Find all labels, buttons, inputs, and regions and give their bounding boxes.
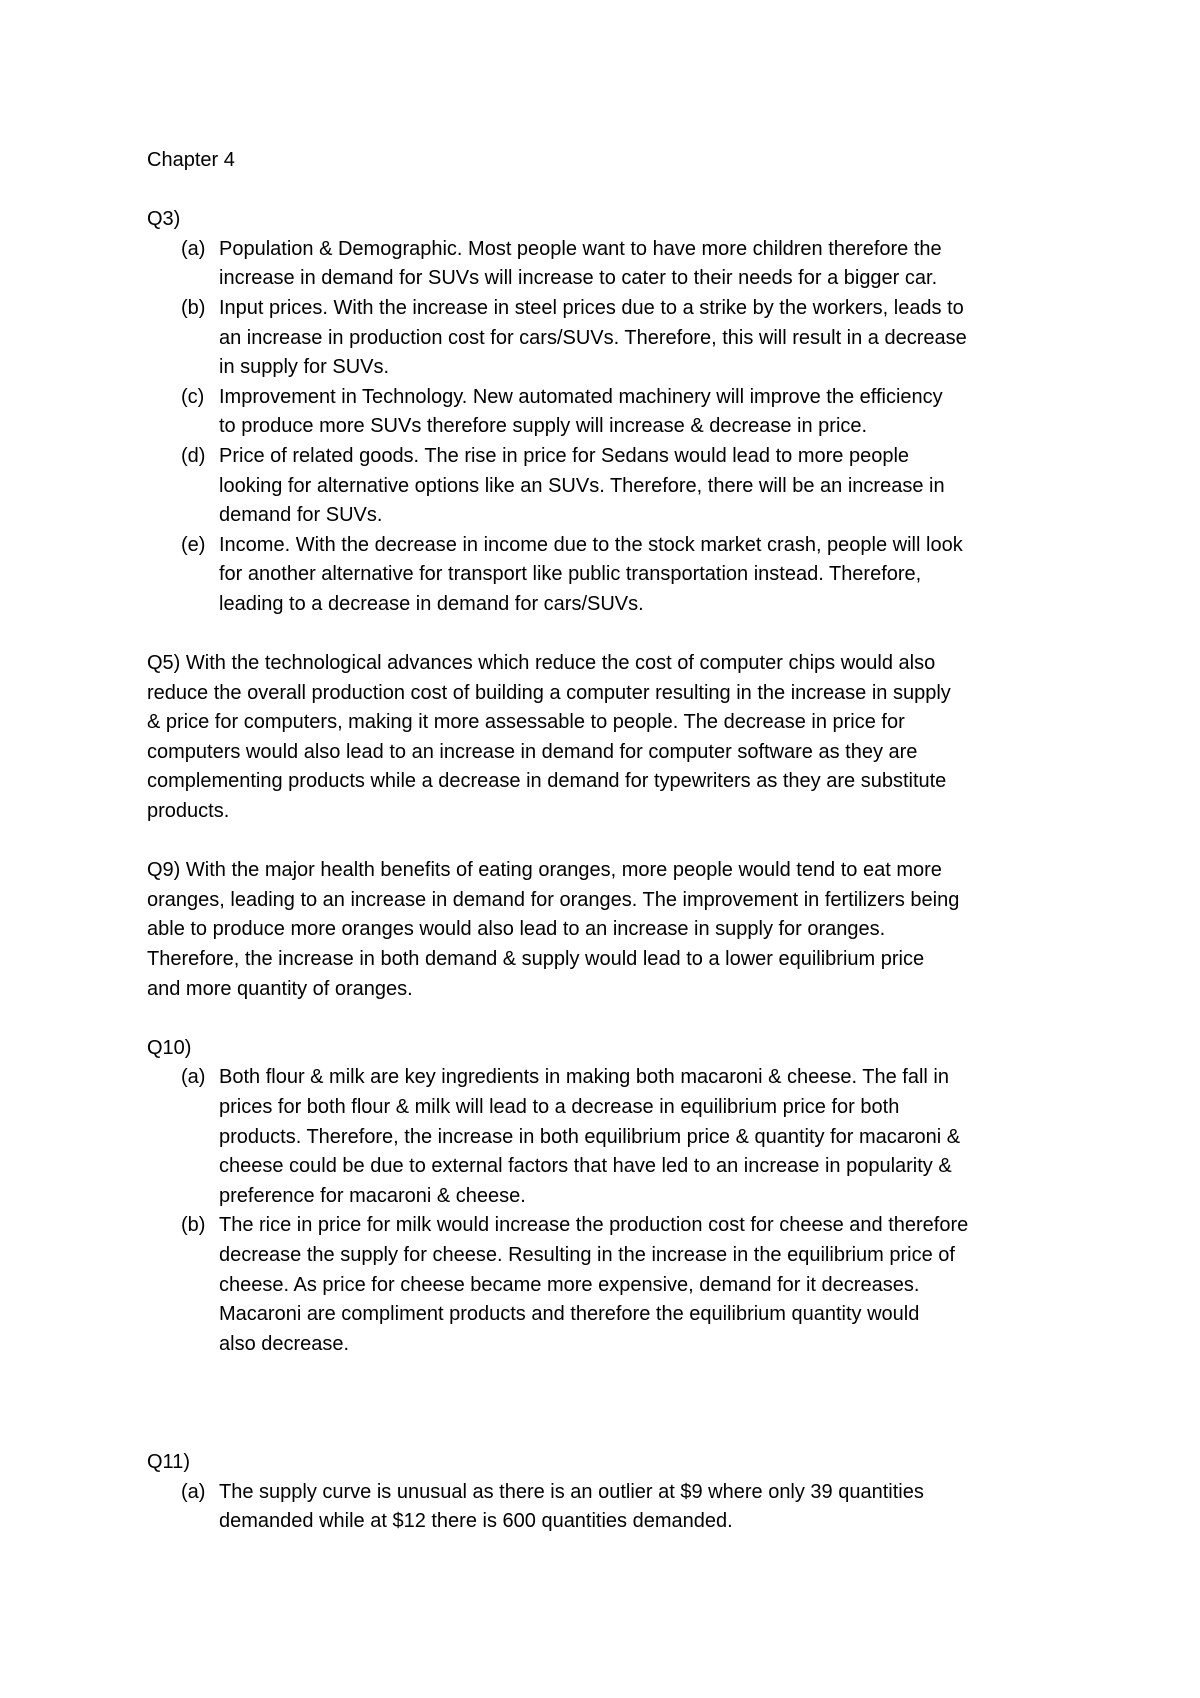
- question-label: Q10): [147, 1036, 192, 1059]
- answer-item-q10-a: [147, 1063, 1077, 1211]
- item-line: leading to a decrease in demand for cars/SUVs.: [219, 592, 644, 615]
- spacer: [147, 620, 1077, 650]
- item-line: Price of related goods. The rise in price for Sedans would lead to more people: [219, 444, 910, 467]
- item-line: cheese could be due to external factors that have led to an increase in popularity &: [219, 1155, 952, 1178]
- paragraph-line: & price for computers, making it more assessable to people. The decrease in price for: [147, 711, 905, 734]
- question-q11: [147, 1448, 1077, 1537]
- item-line: Population & Demographic. Most people want to have more children therefore the: [219, 237, 942, 260]
- paragraph-line: Q9) With the major health benefits of eating oranges, more people would tend to eat more: [147, 859, 942, 882]
- item-marker: (a): [181, 1066, 206, 1089]
- spacer: [147, 1359, 1077, 1448]
- item-line: for another alternative for transport like public transportation instead. Therefore,: [219, 563, 922, 586]
- item-line: looking for alternative options like an SUVs. Therefore, there will be an increase in: [219, 474, 945, 497]
- item-line: also decrease.: [219, 1332, 350, 1355]
- answer-item-q3-b: [147, 294, 1077, 383]
- answer-item-q3-c: [147, 383, 1077, 442]
- answer-item-q3-e: [147, 531, 1077, 620]
- paragraph-line: Therefore, the increase in both demand & supply would lead to a lower equilibrium price: [147, 948, 925, 971]
- question-q10: [147, 1034, 1077, 1360]
- item-line: demand for SUVs.: [219, 504, 383, 527]
- question-q9: [147, 856, 1077, 1004]
- question-q5: [147, 649, 1077, 827]
- paragraph-line: Q5) With the technological advances which reduce the cost of computer chips would also: [147, 652, 936, 675]
- item-line: Both flour & milk are key ingredients in making both macaroni & cheese. The fall in: [219, 1066, 949, 1089]
- chapter-title: Chapter 4: [147, 149, 235, 171]
- paragraph-line: oranges, leading to an increase in demand for oranges. The improvement in fertilizers being: [147, 888, 960, 911]
- item-line: cheese. As price for cheese became more expensive, demand for it decreases.: [219, 1273, 920, 1296]
- paragraph-line: complementing products while a decrease in demand for typewriters as they are substitute: [147, 770, 947, 793]
- item-line: Income. With the decrease in income due to the stock market crash, people will look: [219, 533, 963, 556]
- item-marker: (b): [181, 296, 206, 319]
- item-marker: (d): [181, 444, 206, 467]
- spacer: [147, 1004, 1077, 1034]
- answer-item-q3-d: [147, 442, 1077, 531]
- item-marker: (b): [181, 1214, 206, 1237]
- item-line: products. Therefore, the increase in both equilibrium price & quantity for macaroni &: [219, 1125, 961, 1148]
- question-label: Q11): [147, 1451, 190, 1474]
- item-line: increase in demand for SUVs will increase to cater to their needs for a bigger car.: [219, 267, 938, 290]
- item-line: in supply for SUVs.: [219, 356, 390, 379]
- question-label: Q3): [147, 208, 181, 231]
- item-marker: (e): [181, 533, 206, 556]
- answer-item-q11-a: [147, 1478, 1077, 1537]
- item-line: decrease the supply for cheese. Resulting in the increase in the equilibrium price of: [219, 1243, 955, 1266]
- item-line: to produce more SUVs therefore supply will increase & decrease in price.: [219, 415, 868, 438]
- paragraph-line: products.: [147, 800, 230, 823]
- item-line: prices for both flour & milk will lead to a decrease in equilibrium price for both: [219, 1096, 900, 1118]
- paragraph-line: able to produce more oranges would also lead to an increase in supply for oranges.: [147, 918, 886, 941]
- item-marker: (a): [181, 1480, 206, 1503]
- answer-item-q10-b: [147, 1211, 1077, 1359]
- item-line: an increase in production cost for cars/SUVs. Therefore, this will result in a decrease: [219, 326, 967, 349]
- paragraph-line: computers would also lead to an increase in demand for computer software as they are: [147, 740, 918, 763]
- answer-item-q3-a: [147, 235, 1077, 294]
- item-line: The rice in price for milk would increase the production cost for cheese and therefore: [219, 1214, 969, 1237]
- document-page: [147, 146, 1077, 1537]
- paragraph-line: and more quantity of oranges.: [147, 977, 413, 1000]
- item-line: preference for macaroni & cheese.: [219, 1184, 526, 1207]
- item-line: Macaroni are compliment products and therefore the equilibrium quantity would: [219, 1303, 920, 1326]
- item-line: demanded while at $12 there is 600 quantities demanded.: [219, 1510, 733, 1533]
- item-marker: (a): [181, 237, 206, 260]
- question-q3: [147, 205, 1077, 619]
- spacer: [147, 827, 1077, 857]
- item-line: Input prices. With the increase in steel prices due to a strike by the workers, leads to: [219, 296, 964, 319]
- item-line: Improvement in Technology. New automated machinery will improve the efficiency: [219, 385, 943, 408]
- item-line: The supply curve is unusual as there is an outlier at $9 where only 39 quantities: [219, 1480, 924, 1503]
- item-marker: (c): [181, 385, 205, 408]
- paragraph-line: reduce the overall production cost of building a computer resulting in the increase in supply: [147, 681, 951, 704]
